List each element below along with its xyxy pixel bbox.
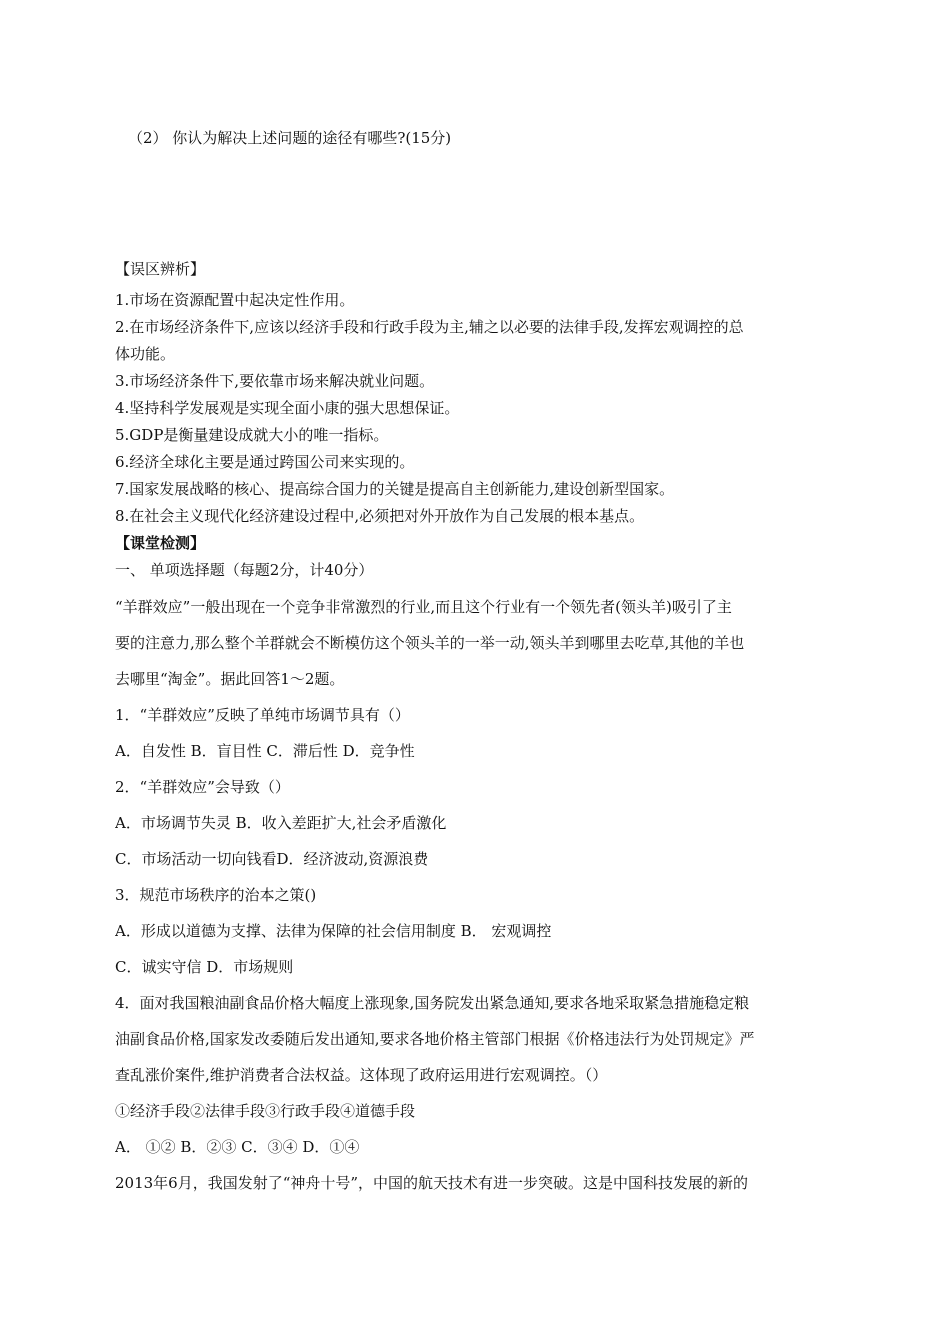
question-3-options: C．诚实守信 D．市场规则 xyxy=(115,958,294,976)
misconception-item: 体功能。 xyxy=(115,345,176,363)
question-2-prompt: （2） 你认为解决上述问题的途径有哪些?(15分) xyxy=(128,129,452,147)
question-4-stem: 查乱涨价案件,维护消费者合法权益。这体现了政府运用进行宏观调控。（） xyxy=(115,1066,608,1084)
question-1-options: A．自发性 B．盲目性 C．滞后性 D．竞争性 xyxy=(115,742,415,760)
section-title: 一、 单项选择题（每题2分，计40分） xyxy=(115,561,374,579)
misconception-item: 5.GDP是衡量建设成就大小的唯一指标。 xyxy=(115,426,389,444)
passage-line: “羊群效应”一般出现在一个竞争非常激烈的行业,而且这个行业有一个领先者(领头羊)吸引了主 xyxy=(115,598,732,616)
misconception-heading: 【误区辨析】 xyxy=(115,260,206,278)
misconception-item: 3.市场经济条件下,要依靠市场来解决就业问题。 xyxy=(115,372,435,390)
misconception-item: 6.经济全球化主要是通过跨国公司来实现的。 xyxy=(115,453,415,471)
question-2-stem: 2．“羊群效应”会导致（） xyxy=(115,778,290,796)
misconception-item: 7.国家发展战略的核心、提高综合国力的关键是提高自主创新能力,建设创新型国家。 xyxy=(115,480,675,498)
misconception-item: 2.在市场经济条件下,应该以经济手段和行政手段为主,辅之以必要的法律手段,发挥宏观调控的总 xyxy=(115,318,744,336)
passage-line: 去哪里“淘金”。据此回答1～2题。 xyxy=(115,670,345,688)
question-4-choices: ①经济手段②法律手段③行政手段④道德手段 xyxy=(115,1102,416,1120)
question-4-stem: 油副食品价格,国家发改委随后发出通知,要求各地价格主管部门根据《价格违法行为处罚规定》严 xyxy=(115,1030,755,1048)
question-1-stem: 1．“羊群效应”反映了单纯市场调节具有（） xyxy=(115,706,410,724)
misconception-item: 8.在社会主义现代化经济建设过程中,必须把对外开放作为自己发展的根本基点。 xyxy=(115,507,645,525)
question-2-options: A．市场调节失灵 B．收入差距扩大,社会矛盾激化 xyxy=(115,814,447,832)
question-3-stem: 3．规范市场秩序的治本之策() xyxy=(115,886,317,904)
question-4-options: A． ①② B．②③ C．③④ D．①④ xyxy=(115,1138,360,1156)
misconception-item: 4.坚持科学发展观是实现全面小康的强大思想保证。 xyxy=(115,399,460,417)
passage-line: 2013年6月，我国发射了“神舟十号”，中国的航天技术有进一步突破。这是中国科技发展的新的 xyxy=(115,1174,749,1192)
misconception-item: 1.市场在资源配置中起决定性作用。 xyxy=(115,291,355,309)
classroom-heading: 【课堂检测】 xyxy=(115,534,206,552)
question-2-options: C．市场活动一切向钱看D．经济波动,资源浪费 xyxy=(115,850,429,868)
question-4-stem: 4．面对我国粮油副食品价格大幅度上涨现象,国务院发出紧急通知,要求各地采取紧急措施稳定粮 xyxy=(115,994,750,1012)
passage-line: 要的注意力,那么整个羊群就会不断模仿这个领头羊的一举一动,领头羊到哪里去吃草,其他的羊也 xyxy=(115,634,745,652)
question-3-options: A．形成以道德为支撑、法律为保障的社会信用制度 B． 宏观调控 xyxy=(115,922,552,940)
